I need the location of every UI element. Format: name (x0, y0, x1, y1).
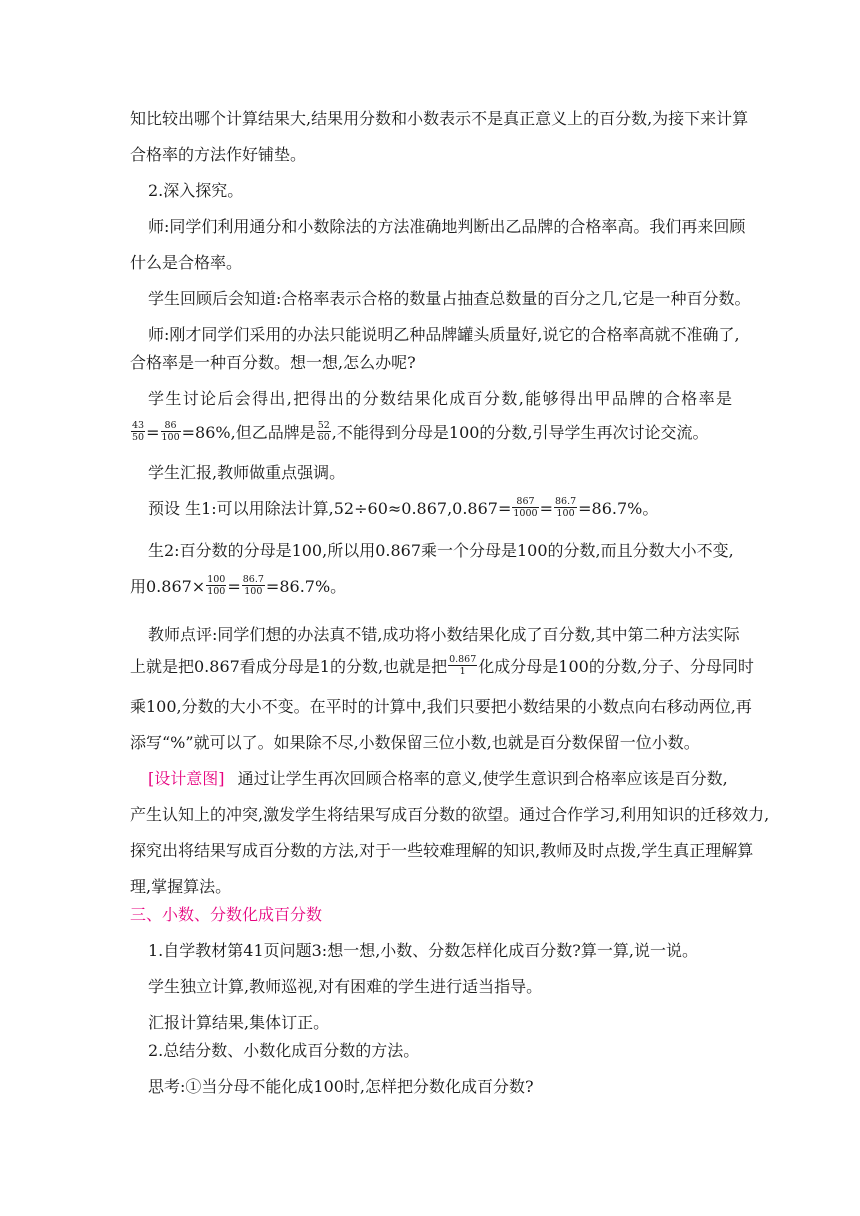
fraction: $\frac{43}{50}$ (132, 420, 145, 443)
section-subheading: 2.深入探究。 (148, 181, 244, 200)
design-intent-line (148, 768, 732, 790)
paragraph-line: 探究出将结果写成百分数的方法,对于一些较难理解的知识,教师及时点拨,学生真正理解算 (130, 841, 754, 860)
formula-line: 上就是把0.867看成分母是1的分数,也就是把 $\frac{0.867}{1}$ 化成分母是100的分数,分子、分母同时 (130, 654, 754, 677)
section-subheading: 2.总结分数、小数化成百分数的方法。 (148, 1041, 420, 1060)
paragraph-line: 合格率的方法作好铺垫。 (130, 145, 307, 164)
fraction: $\frac{86.7}{100}$ (554, 496, 577, 519)
paragraph-line: 思考:①当分母不能化成100时,怎样把分数化成百分数? (148, 1077, 534, 1096)
formula-line: 用0.867× $\frac{100}{100}$ = $\frac{86.7}{100}$ =86.7%。 (130, 574, 347, 597)
fraction: $\frac{52}{60}$ (317, 420, 330, 443)
fraction: $\frac{86.7}{100}$ (242, 574, 264, 597)
fraction: $\frac{100}{100}$ (207, 574, 226, 597)
paragraph-line: 学生汇报,教师做重点强调。 (148, 463, 346, 482)
paragraph-line: 理,掌握算法。 (130, 877, 232, 896)
section-heading: 三、小数、分数化成百分数 (130, 905, 323, 924)
formula-line: 预设 生1:可以用除法计算,52÷60≈0.867,0.867= $\frac{867}{1000}$ = $\frac{86.7}{100}$ =86.7%。 (148, 496, 659, 519)
paragraph-line: 添写“%”就可以了。如果除不尽,小数保留三位小数,也就是百分数保留一位小数。 (130, 733, 700, 752)
paragraph-line: 教师点评:同学们想的办法真不错,成功将小数结果化成了百分数,其中第二种方法实际 (148, 625, 740, 644)
paragraph-line: 知比较出哪个计算结果大,结果用分数和小数表示不是真正意义上的百分数,为接下来计算 (130, 109, 749, 128)
paragraph-line: 师:刚才同学们采用的办法只能说明乙种品牌罐头质量好,说它的合格率高就不准确了, (148, 325, 740, 344)
paragraph-line: 什么是合格率。 (130, 253, 243, 272)
fraction: $\frac{867}{1000}$ (513, 496, 538, 519)
design-intent-text: 通过让学生再次回顾合格率的意义,使学生意识到合格率应该是百分数, (237, 769, 728, 788)
design-intent-tag: [设计意图] (148, 769, 225, 788)
paragraph-line: 师:同学们利用通分和小数除法的方法准确地判断出乙品牌的合格率高。我们再来回顾 (148, 217, 746, 236)
paragraph-line: 生2:百分数的分母是100,所以用0.867乘一个分母是100的分数,而且分数大小不变, (148, 541, 734, 560)
formula-line: $\frac{43}{50}$ = $\frac{86}{100}$ =86%,但乙品牌是 $\frac{52}{60}$ ,不能得到分母是100的分数,引导学生再次讨论交流。 (132, 420, 709, 443)
paragraph-line: 合格率是一种百分数。想一想,怎么办呢? (130, 353, 416, 372)
paragraph-line: 乘100,分数的大小不变。在平时的计算中,我们只要把小数结果的小数点向右移动两位,再 (130, 697, 752, 716)
paragraph-line: 产生认知上的冲突,激发学生将结果写成百分数的欲望。通过合作学习,利用知识的迁移效力, (130, 805, 770, 824)
paragraph-line: 1.自学教材第41页问题3:想一想,小数、分数怎样化成百分数?算一算,说一说。 (148, 941, 698, 960)
fraction: $\frac{86}{100}$ (161, 420, 180, 443)
fraction: $\frac{0.867}{1}$ (449, 654, 477, 677)
paragraph-line: 学生独立计算,教师巡视,对有困难的学生进行适当指导。 (148, 977, 543, 996)
paragraph-line: 学生回顾后会知道:合格率表示合格的数量占抽查总数量的百分之几,它是一种百分数。 (148, 289, 751, 308)
paragraph-line: 汇报计算结果,集体订正。 (148, 1013, 330, 1032)
paragraph-line: 学生讨论后会得出,把得出的分数结果化成百分数,能够得出甲品牌的合格率是 (148, 389, 732, 408)
